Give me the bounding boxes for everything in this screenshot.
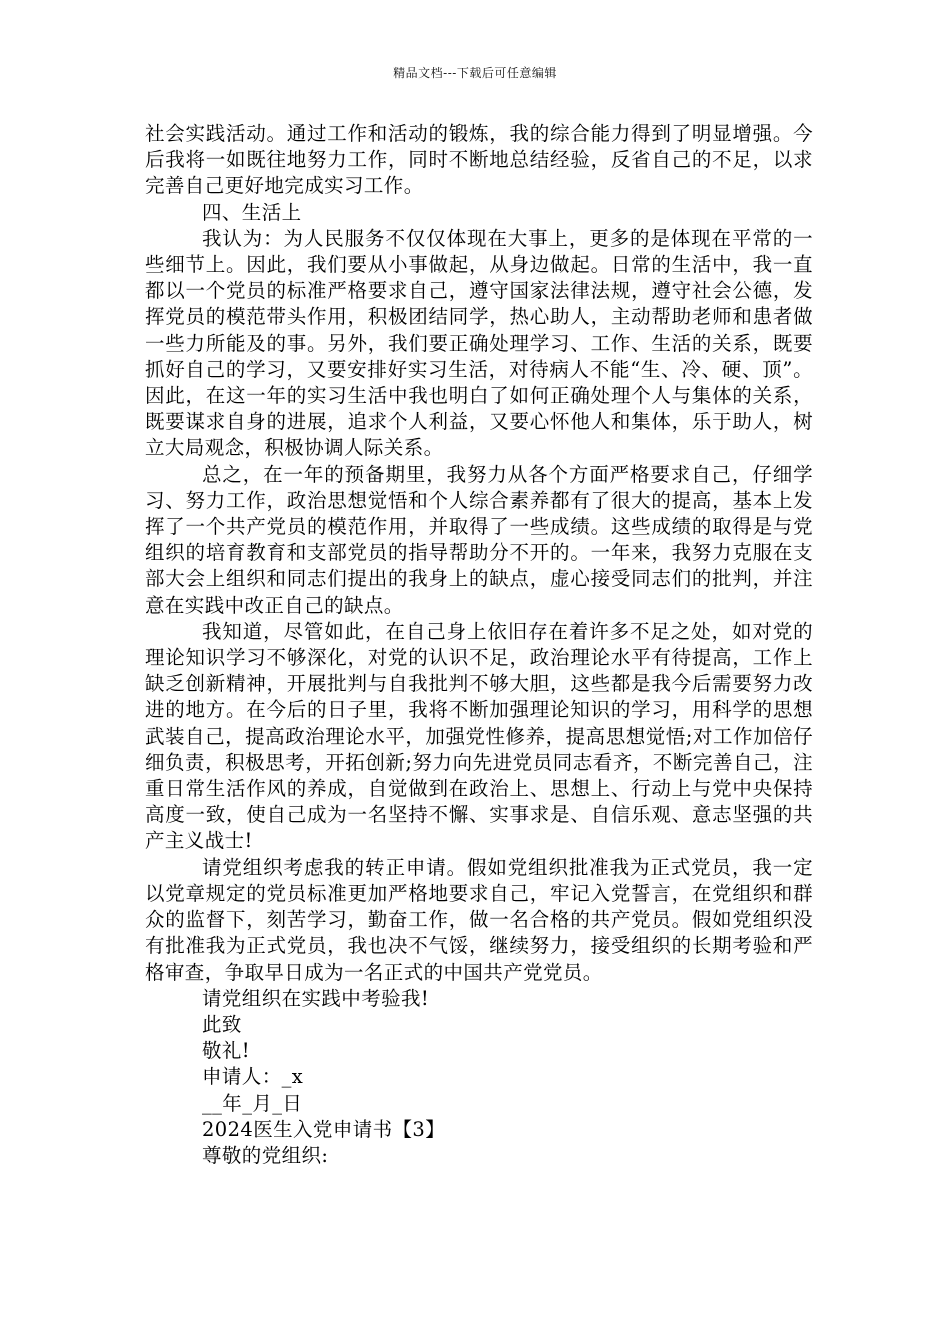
- greeting-line: 尊敬的党组织:: [202, 1143, 329, 1167]
- paragraph-life: 我认为：为人民服务不仅仅体现在大事上，更多的是体现在平常的一些细节上。因此，我们要从小事做起，从身边做起。日常的生活中，我一直都以一个党员的标准严格要求自己，遵守国家法律法规，遵守社会公德，发挥党员的模范带头作用，积极团结同学，热心助人，主动帮助老师和患者做一些力所能及的事。另外，我们要正确处理学习、工作、生活的关系，既要抓好自己的学习，又要安排好实习生活，对待病人不能“生、冷、硬、顶”。因此，在这一年的实习生活中我也明白了如何正确处理个人与集体的关系，既要谋求自身的进展，追求个人利益，又要心怀他人和集体，乐于助人，树立大局观念，积极协调人际关系。: [145, 226, 813, 460]
- document-body: [145, 121, 813, 1169]
- applicant-line: 申请人：_x: [202, 1065, 304, 1089]
- section-heading-life: 四、生活上: [202, 200, 302, 224]
- paragraph-shortcomings: 我知道，尽管如此，在自己身上依旧存在着许多不足之处，如对党的理论知识学习不够深化，对党的认识不足，政治理论水平有待提高，工作上缺乏创新精神，开展批判与自我批判不够大胆，这些都是我今后需要努力改进的地方。在今后的日子里，我将不断加强理论知识的学习，用科学的思想武装自己，提高政治理论水平，加强党性修养，提高思想觉悟;对工作加倍仔细负责，积极思考，开拓创新;努力向先进党员同志看齐，不断完善自己，注重日常生活作风的养成，自觉做到在政治上、思想上、行动上与党中央保持高度一致，使自己成为一名坚持不懈、实事求是、自信乐观、意志坚强的共产主义战士!: [145, 619, 813, 853]
- page-header: 精品文档---下载后可任意编辑: [393, 66, 557, 80]
- paragraph-request: 请党组织考虑我的转正申请。假如党组织批准我为正式党员，我一定以党章规定的党员标准更加严格地要求自己，牢记入党誓言，在党组织和群众的监督下，刻苦学习，勤奋工作，做一名合格的共产党员。假如党组织没有批准我为正式党员，我也决不气馁，继续努力，接受组织的长期考验和严格审查，争取早日成为一名正式的中国共产党党员。: [145, 855, 813, 984]
- salutation-jingli: 敬礼!: [202, 1039, 251, 1063]
- paragraph-continuation: 社会实践活动。通过工作和活动的锻炼，我的综合能力得到了明显增强。今后我将一如既往地努力工作，同时不断地总结经验，反省自己的不足，以求完善自己更好地完成实习工作。: [145, 122, 813, 198]
- salutation-zhizhi: 此致: [202, 1012, 242, 1036]
- paragraph-summary: 总之，在一年的预备期里，我努力从各个方面严格要求自己，仔细学习、努力工作，政治思想觉悟和个人综合素养都有了很大的提高，基本上发挥了一个共产党员的模范作用，并取得了一些成绩。这些成绩的取得是与党组织的培育教育和支部党员的指导帮助分不开的。一年来，我努力克服在支部大会上组织和同志们提出的我身上的缺点，虚心接受同志们的批判，并注意在实践中改正自己的缺点。: [145, 462, 813, 617]
- closing-line: 请党组织在实践中考验我!: [202, 986, 430, 1010]
- date-line: __年_月_日: [202, 1091, 303, 1115]
- next-document-title: 2024医生入党申请书【3】: [202, 1117, 446, 1141]
